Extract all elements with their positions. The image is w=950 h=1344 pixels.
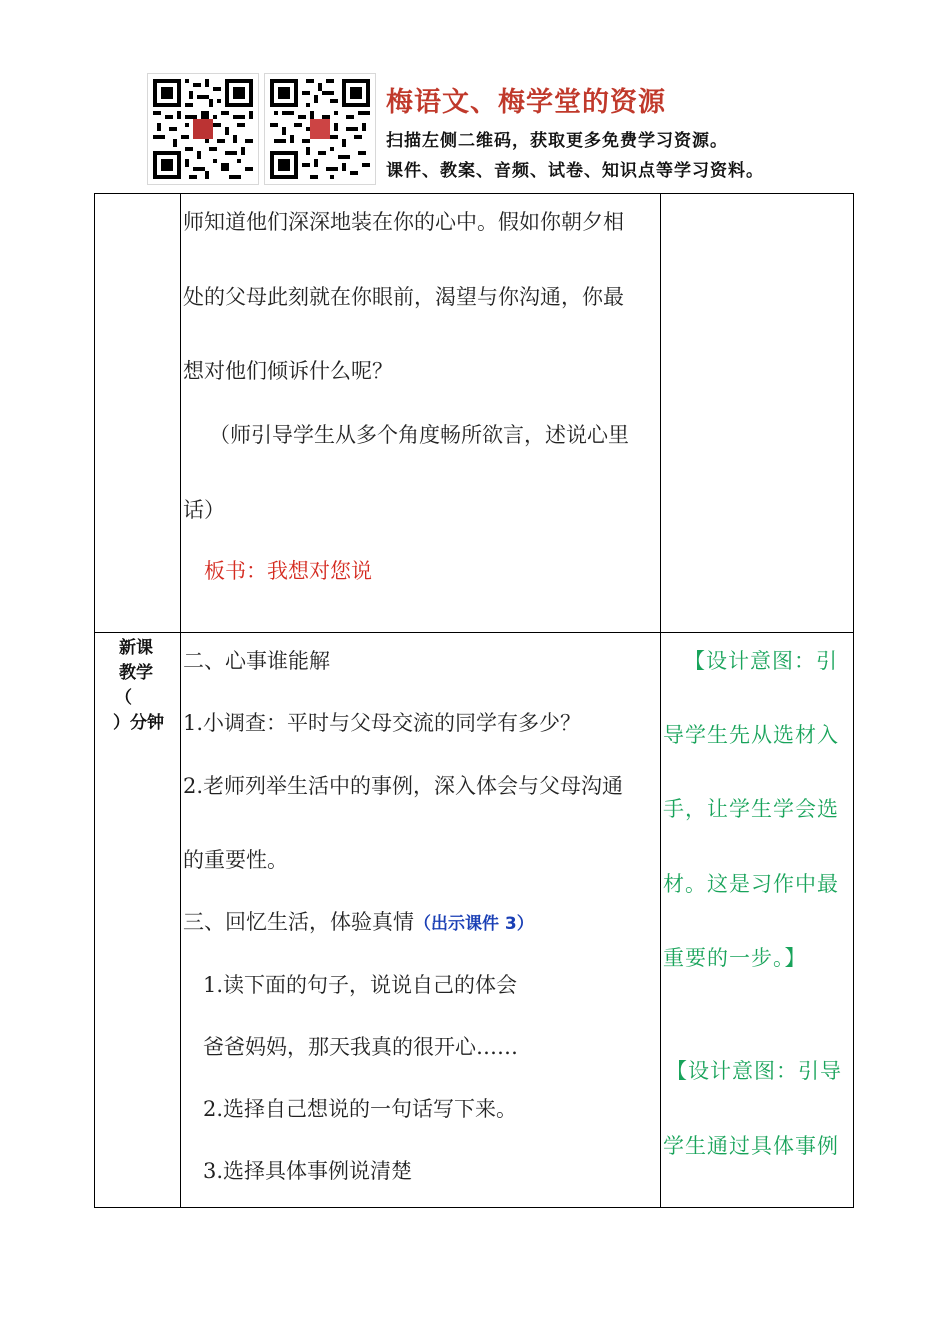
design-intent-line: 手，让学生学会选 (663, 797, 839, 821)
design-intent-line: 学生通过具体事例 (663, 1134, 839, 1158)
design-intent-line: 重要的一步。】 (663, 946, 807, 970)
section-label-line: 新课 (119, 638, 153, 658)
row2-text-line: 爸爸妈妈，那天我真的很开心…… (203, 1035, 518, 1059)
row2-text-line: 1.小调查：平时与父母交流的同学有多少？ (183, 711, 582, 735)
table-divider-left (180, 193, 181, 1208)
qr-code-2 (264, 73, 376, 185)
row1-text-line: 师知道他们深深地装在你的心中。假如你朝夕相 (183, 210, 624, 234)
board-writing: 板书：我想对您说 (204, 559, 372, 583)
row1-text-line: 想对他们倾诉什么呢？ (183, 359, 393, 383)
section-label-line: （ (115, 688, 132, 708)
row2-text-line: 2.选择自己想说的一句话写下来。 (203, 1097, 518, 1121)
row1-text-line: 话） (183, 498, 225, 522)
brand-tagline-1: 扫描左侧二维码，获取更多免费学习资源。 (386, 131, 728, 151)
row2-text-line: 的重要性。 (183, 848, 288, 872)
qr-code-1 (147, 73, 259, 185)
row1-text-line: 处的父母此刻就在你眼前，渴望与你沟通，你最 (183, 285, 624, 309)
section-label-line: ）分钟 (113, 713, 164, 733)
row2-text-line: 3.选择具体事例说清楚 (203, 1159, 413, 1183)
brand-title: 梅语文、梅学堂的资源 (386, 87, 666, 118)
design-intent-line: 【设计意图：引导 (666, 1059, 842, 1083)
row2-text-line: 二、心事谁能解 (183, 649, 330, 673)
qr-code-1-icon (153, 79, 253, 179)
row1-text-line: （师引导学生从多个角度畅所欲言，述说心里 (209, 423, 629, 447)
design-intent-line: 导学生先从选材入 (663, 723, 839, 747)
row2-text-line: 2.老师列举生活中的事例，深入体会与父母沟通 (183, 774, 624, 798)
design-intent-line: 材。这是习作中最 (663, 872, 839, 896)
row2-text-line (183, 912, 534, 933)
table-row-divider (94, 632, 854, 633)
brand-tagline-2: 课件、教案、音频、试卷、知识点等学习资料。 (386, 161, 764, 181)
design-intent-line: 【设计意图：引 (684, 649, 838, 673)
row2-text-line: 1.读下面的句子，说说自己的体会 (203, 973, 518, 997)
courseware-note: （出示课件 3） (414, 914, 534, 934)
section-label-line: 教学 (119, 663, 153, 683)
section-heading-text: 三、回忆生活，体验真情 (183, 910, 414, 934)
qr-code-2-icon (270, 79, 370, 179)
table-divider-right (660, 193, 661, 1208)
